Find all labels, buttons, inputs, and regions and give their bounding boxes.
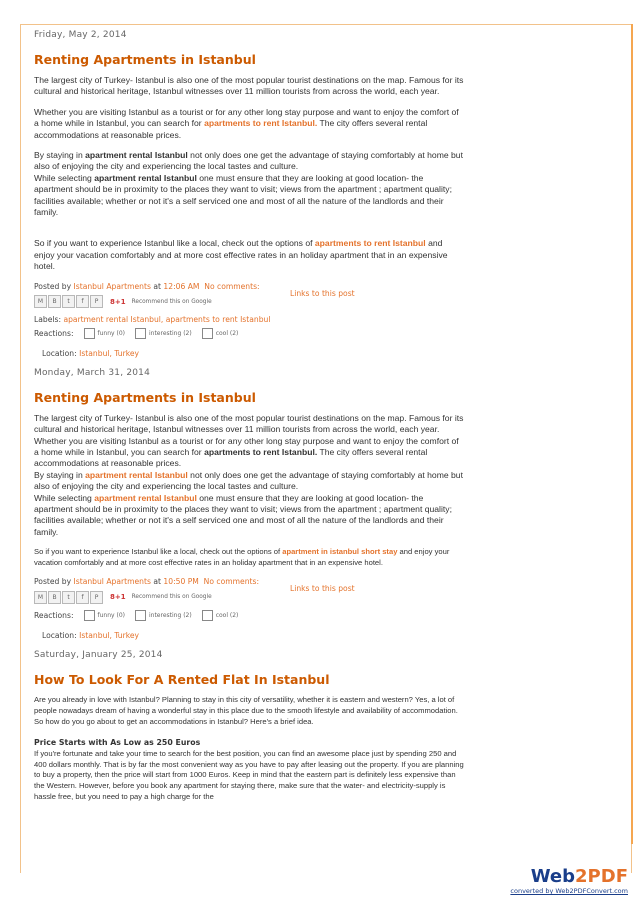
text: not only does one get the advantage of staying comfortably at home but also of enjoying the city and experiencing the local tastes and culture. [34, 150, 463, 172]
keyword: apartment rental Istanbul [85, 150, 188, 161]
post-date: Monday, March 31, 2014 [34, 367, 151, 378]
converted-by-link[interactable]: converted by Web2PDFConvert.com [510, 887, 628, 895]
keyword-link[interactable]: apartment in istanbul short stay [282, 547, 398, 557]
labels-label: Labels: [34, 314, 62, 324]
post-paragraph [34, 436, 464, 470]
logo-part: 2PDF [575, 866, 628, 887]
post-paragraph: If you're fortunate and take your time to search for the best position, you can find an awesome place just by spending 250 and 400 dollars monthly. That is by far the most convenient way as you have to pay after leasing out the property. If you are planning to buy a property, then the price will start from 1000 Euros. Keep in mind that the eastern part is definitely less expensive than the Western. However, before you book any apartment for staying there, make sure that the water- and electricity-supply is hassle free, but you need to pay a high charge for the [34, 748, 464, 801]
reaction-label: cool (2) [215, 612, 239, 620]
google-plus-one-button[interactable]: 8+1 [110, 297, 126, 306]
reactions-label: Reactions: [34, 328, 74, 338]
blog-this-icon[interactable]: B [48, 295, 61, 308]
reaction-label: cool (2) [215, 329, 239, 337]
reaction-checkbox[interactable] [135, 610, 146, 621]
share-bar [34, 288, 464, 309]
post-title[interactable]: Renting Apartments in Istanbul [34, 389, 256, 405]
blog-content [34, 30, 464, 812]
keyword-link[interactable]: apartments to rent Istanbul [314, 238, 426, 249]
scroll-edge [631, 24, 633, 844]
links-to-post-link[interactable]: Links to this post [290, 288, 355, 298]
text: While selecting [34, 172, 95, 183]
text: and enjoy your vacation comfortably and at more cost effective rates in an holiday apartment that in an expensive hotel. [34, 547, 450, 567]
share-bar [34, 584, 464, 604]
text: one must ensure that they are looking at good location- the apartment should be in proximity to the places they want to visit; views from the apartment ; apartment quality; facilities available; whether or not it's a self serviced one and most of all the nature of the landlords and their family. [34, 492, 452, 537]
text: So if you want to experience Istanbul like a local, check out the options of [34, 547, 283, 557]
text: So if you want to experience Istanbul like a local, check out the options of [34, 238, 315, 249]
reaction-checkbox[interactable] [84, 328, 95, 339]
post-location [42, 631, 464, 640]
reaction-label: funny (0) [97, 612, 125, 620]
keyword: apartments to rent Istanbul. [204, 446, 318, 457]
google-plus-one-button[interactable]: 8+1 [110, 593, 126, 602]
reaction-checkbox[interactable] [135, 328, 146, 339]
links-to-post-link[interactable]: Links to this post [290, 584, 355, 594]
text: Whether you are visiting Istanbul as a tourist or for any other long stay purpose and want to enjoy the comfort of a home while in Istanbul, you can search for [34, 435, 459, 457]
keyword-link[interactable]: apartment rental Istanbul [85, 469, 188, 480]
reaction-label: interesting (2) [148, 612, 192, 620]
post-paragraph: The largest city of Turkey- Istanbul is also one of the most popular tourist destinations on the map. Famous for its cultural and historical heritage, Istanbul witnesses over 11 million tourists from across the world, each year. [34, 75, 464, 97]
time-link[interactable]: 12:06 AM [163, 281, 200, 291]
recommend-text: Recommend this on Google [131, 594, 212, 601]
text: not only does one get the advantage of staying comfortably at home but also of enjoying the city and experiencing the local tastes and culture. [34, 469, 463, 492]
post [34, 30, 464, 358]
location-link[interactable]: Istanbul, Turkey [79, 631, 140, 641]
reaction-checkbox[interactable] [84, 610, 95, 621]
post-date: Friday, May 2, 2014 [34, 30, 127, 40]
post-paragraph [34, 470, 464, 538]
post-title[interactable]: How To Look For A Rented Flat In Istanbul [34, 672, 330, 688]
post-meta [34, 282, 464, 291]
text: and enjoy your vacation comfortably and at more cost effective rates in an holiday apartment that in an expensive hotel. [34, 238, 448, 272]
post [34, 368, 464, 641]
recommend-text: Recommend this on Google [131, 298, 212, 305]
keyword-link[interactable]: apartments to rent Istanbul. [204, 118, 318, 129]
reactions [34, 610, 464, 621]
reactions-label: Reactions: [34, 611, 74, 621]
keyword: apartment rental Istanbul [94, 172, 197, 183]
author-link[interactable]: Istanbul Apartments [73, 281, 151, 291]
twitter-icon[interactable]: t [62, 591, 75, 604]
facebook-icon[interactable]: f [76, 591, 89, 604]
reaction-checkbox[interactable] [202, 328, 213, 339]
facebook-icon[interactable]: f [76, 295, 89, 308]
reactions [34, 328, 464, 339]
post-paragraph [34, 238, 464, 272]
reaction-label: funny (0) [97, 329, 125, 337]
posted-by-label: Posted by [34, 577, 72, 587]
location-link[interactable]: Istanbul, Turkey [79, 348, 140, 358]
pinterest-icon[interactable]: P [90, 591, 103, 604]
keyword-link[interactable]: apartment rental Istanbul [94, 492, 197, 503]
comments-link[interactable]: No comments: [204, 281, 260, 291]
post-paragraph [34, 107, 464, 141]
post-location [42, 349, 464, 358]
post-labels [34, 315, 464, 324]
twitter-icon[interactable]: t [62, 295, 75, 308]
text: one must ensure that they are looking at good location- the apartment should be in proximity to the places they want to visit; views from the apartment ; apartment quality; facilities available; whether or not it's a self serviced one and most of all the nature of the landlords and their family. [34, 172, 452, 218]
logo-part: Web [530, 866, 576, 887]
reaction-label: interesting (2) [148, 329, 192, 337]
post-paragraph: Are you already in love with Istanbul? Planning to stay in this city of versatility, whether it is eastern and western? Yes, a lot of people nowadays dream of having a wonderful stay in this place due to the smooth lifestyle and availability of accommodation. So how do you go about to get an accommodations in Istanbul? Here's a brief idea. [34, 695, 458, 726]
web2pdf-watermark [510, 866, 628, 895]
post-meta [34, 577, 464, 586]
blog-this-icon[interactable]: B [48, 591, 61, 604]
at-label: at [153, 281, 161, 291]
post-date: Saturday, January 25, 2014 [34, 650, 163, 661]
text: By staying in [34, 150, 86, 161]
email-icon[interactable]: M [34, 591, 47, 604]
web2pdf-logo [510, 866, 628, 887]
post-paragraph [34, 150, 464, 218]
text: Whether you are visiting Istanbul as a tourist or for any other long stay purpose and want to enjoy the comfort of a home while in Istanbul, you can search for [34, 106, 459, 129]
at-label: at [153, 577, 161, 587]
location-label: Location: [42, 348, 77, 358]
comments-link[interactable]: No comments: [203, 577, 260, 587]
email-icon[interactable]: M [34, 295, 47, 308]
time-link[interactable]: 10:50 PM [163, 577, 199, 587]
post [34, 650, 464, 802]
post-paragraph [34, 547, 464, 568]
pinterest-icon[interactable]: P [90, 295, 103, 308]
post-subheading: Price Starts with As Low as 250 Euros [34, 737, 201, 747]
text: The city offers several rental accommodations at reasonable prices. [34, 118, 428, 140]
text: The city offers several rental accommodations at reasonable prices. [34, 446, 428, 469]
posted-by-label: Posted by [34, 281, 72, 291]
text: By staying in [34, 469, 86, 480]
label-links[interactable]: apartment rental Istanbul, apartments to rent Istanbul [63, 314, 271, 324]
location-label: Location: [42, 631, 77, 641]
post-title[interactable]: Renting Apartments in Istanbul [34, 52, 256, 67]
text: While selecting [34, 492, 95, 503]
post-paragraph: The largest city of Turkey- Istanbul is also one of the most popular tourist destinations on the map. Famous for its cultural and historical heritage, Istanbul witnesses over 11 million tourists from across the world, each year. [34, 412, 464, 435]
reaction-checkbox[interactable] [202, 610, 213, 621]
author-link[interactable]: Istanbul Apartments [73, 577, 151, 587]
